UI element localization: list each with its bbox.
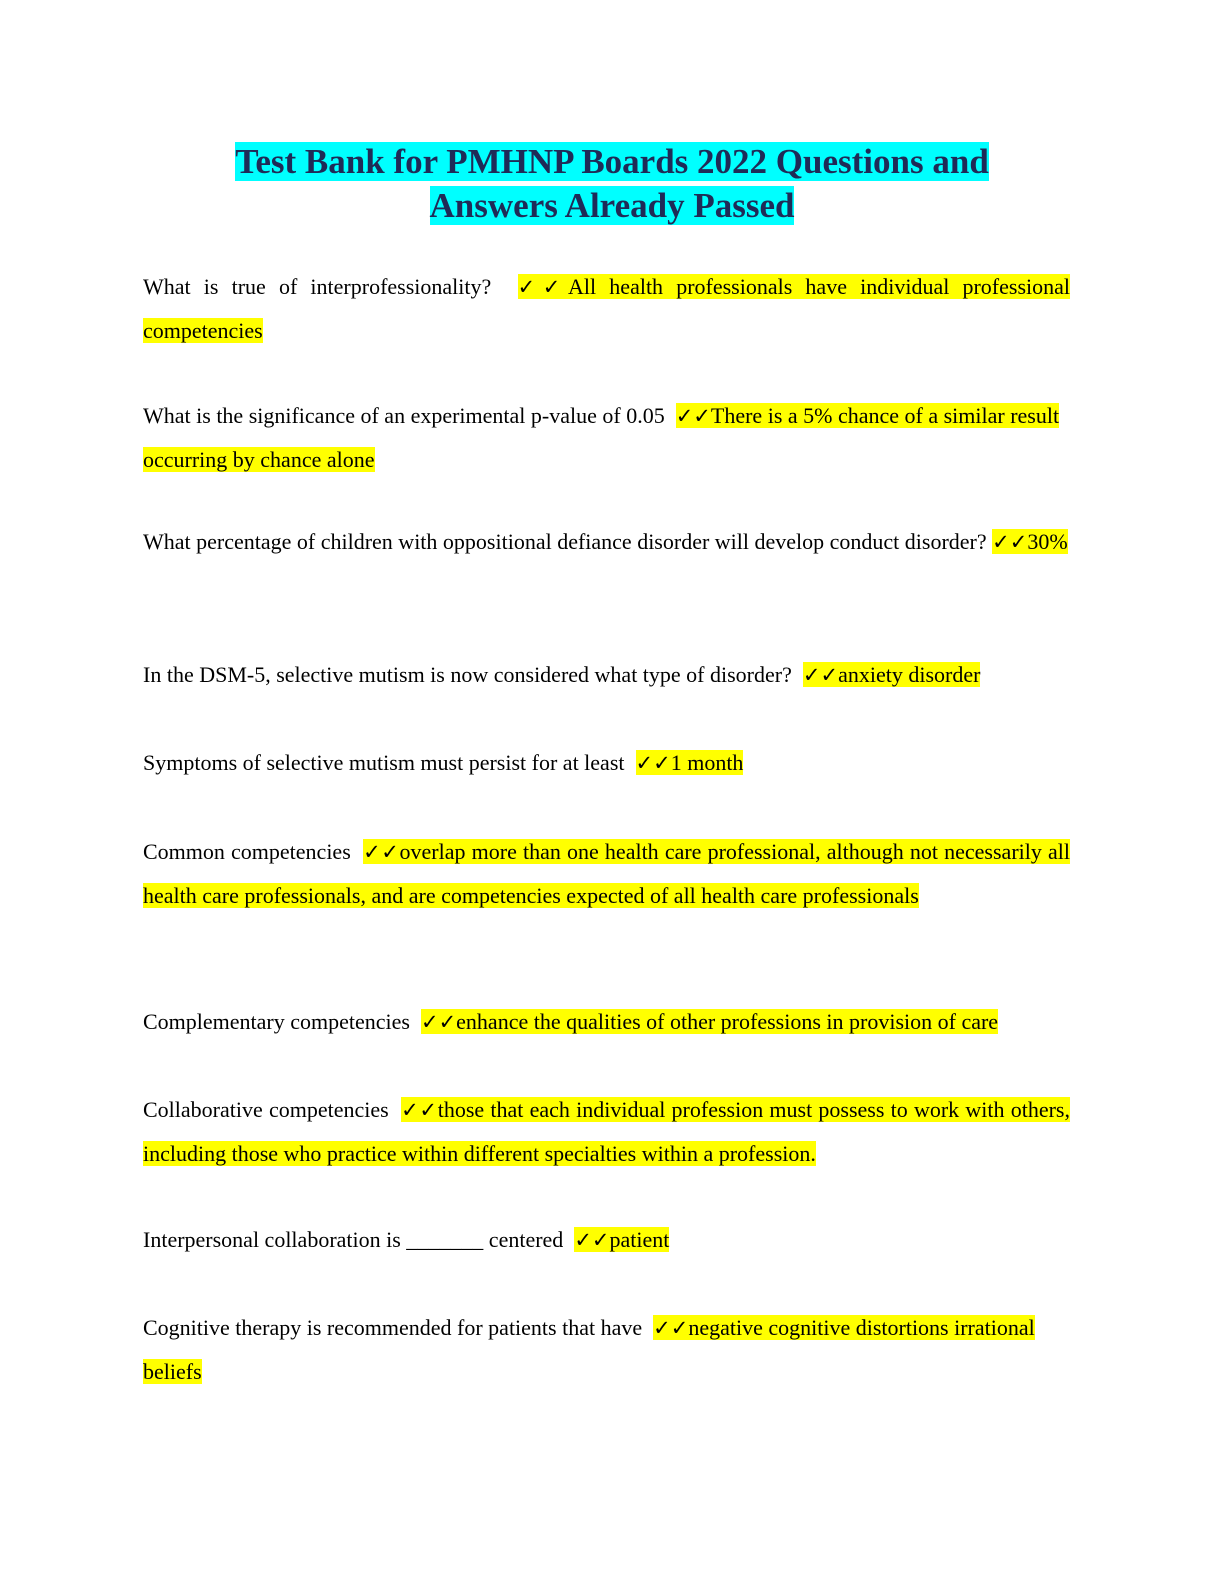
double-check-icon: ✓✓ (363, 840, 400, 864)
question-text: Symptoms of selective mutism must persist for at least (143, 750, 625, 775)
answer-highlight (574, 1227, 669, 1252)
answer-text: anxiety disorder (838, 662, 981, 687)
qa-item-5 (143, 741, 1070, 785)
answer-text: those that each individual profession must possess to work with others, including those who practice within different specialties within a profession. (143, 1097, 1070, 1166)
qa-item-8 (143, 1088, 1070, 1176)
answer-highlight (803, 662, 981, 687)
double-check-icon: ✓✓ (675, 404, 711, 428)
double-check-icon: ✓✓ (574, 1228, 610, 1252)
title-line-2: Answers Already Passed (429, 186, 795, 225)
answer-text: 1 month (670, 750, 744, 775)
answer-text: negative cognitive distortions irrational beliefs (143, 1315, 1035, 1384)
qa-item-2 (143, 394, 1070, 482)
question-text: Common competencies (143, 839, 351, 864)
qa-item-9 (143, 1218, 1070, 1262)
document-title (140, 140, 1084, 228)
qa-item-7 (143, 1000, 1070, 1044)
qa-item-1 (143, 265, 1070, 353)
double-check-icon: ✓✓ (420, 1010, 457, 1034)
answer-highlight (636, 750, 744, 775)
double-check-icon: ✓✓ (401, 1098, 438, 1122)
question-text: What is true of interprofessionality? (143, 274, 492, 299)
double-check-icon: ✓✓ (517, 275, 569, 299)
question-text: Interpersonal collaboration is _______ centered (143, 1227, 564, 1252)
qa-item-6 (143, 830, 1070, 918)
answer-highlight (421, 1009, 998, 1034)
question-text: What percentage of children with oppositional defiance disorder will develop conduct disorder? (143, 529, 987, 554)
qa-item-4 (143, 653, 1070, 697)
title-line-1: Test Bank for PMHNP Boards 2022 Questions and (235, 142, 989, 181)
question-text: In the DSM-5, selective mutism is now considered what type of disorder? (143, 662, 792, 687)
answer-text: enhance the qualities of other professions in provision of care (456, 1009, 999, 1034)
question-text: Collaborative competencies (143, 1097, 389, 1122)
question-text: What is the significance of an experimental p-value of 0.05 (143, 403, 665, 428)
answer-text: 30% (1027, 529, 1068, 554)
answer-highlight (992, 529, 1068, 554)
answer-text: patient (609, 1227, 670, 1252)
answer-text: overlap more than one health care professional, although not necessarily all health care professionals, and are competencies expected of all health care professionals (143, 839, 1071, 908)
question-text: Cognitive therapy is recommended for patients that have (143, 1315, 643, 1340)
qa-item-10 (143, 1306, 1070, 1394)
question-text: Complementary competencies (143, 1009, 410, 1034)
answer-text: All health professionals have individual professional competencies (143, 274, 1070, 343)
double-check-icon: ✓✓ (992, 530, 1028, 554)
answer-text: There is a 5% chance of a similar result occurring by chance alone (143, 403, 1060, 472)
qa-item-3 (143, 520, 1070, 564)
double-check-icon: ✓✓ (653, 1316, 689, 1340)
double-check-icon: ✓✓ (802, 663, 839, 687)
double-check-icon: ✓✓ (635, 751, 671, 775)
